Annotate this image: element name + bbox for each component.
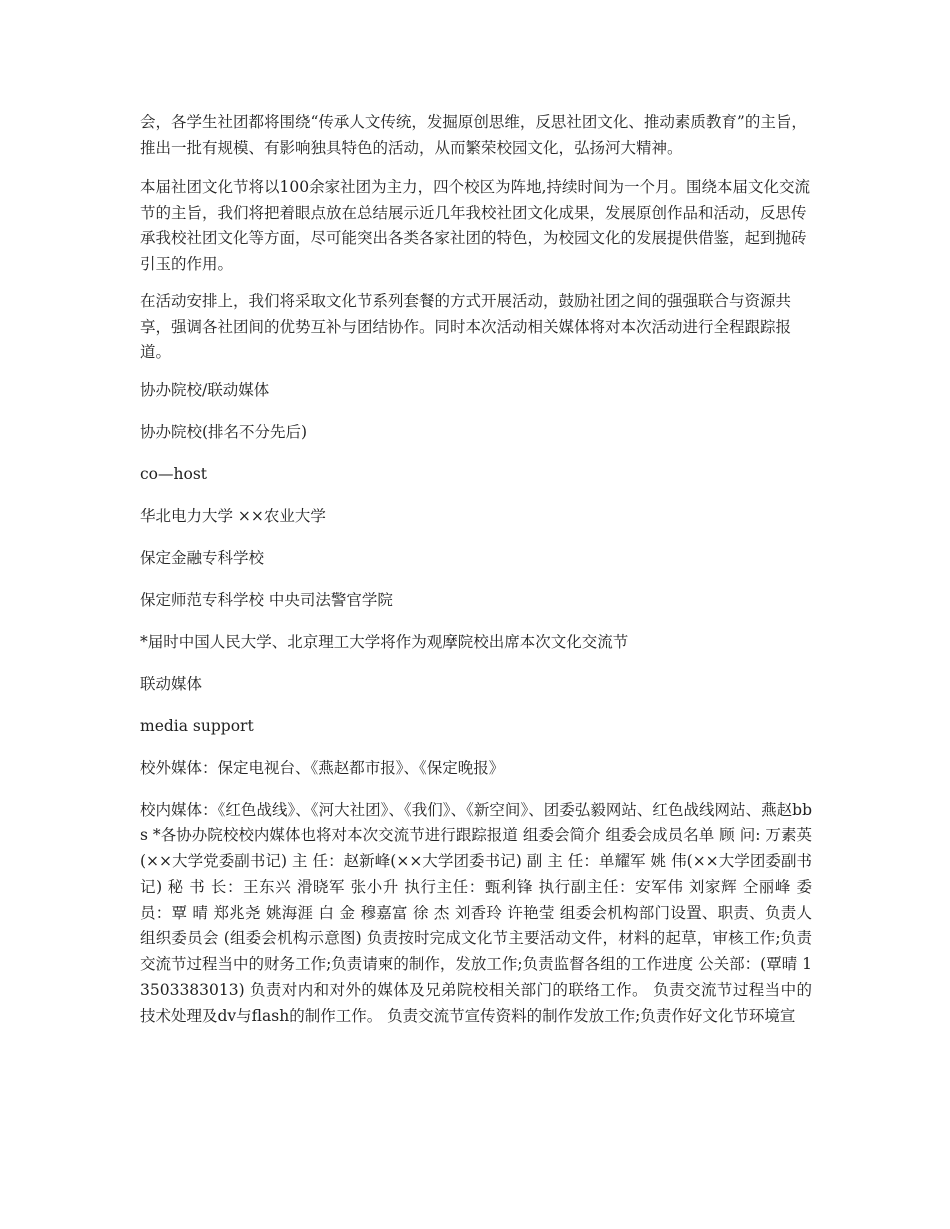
arrangement-paragraph: 在活动安排上，我们将采取文化节系列套餐的方式开展活动，鼓励社团之间的强强联合与资源共享，强调各社团间的优势互补与团结协作。同时本次活动相关媒体将对本次活动进行全程跟踪报道。 [140, 292, 792, 361]
document-page [140, 110, 812, 1042]
observer-note: *届时中国人民大学、北京理工大学将作为观摩院校出席本次文化交流节 [140, 632, 629, 651]
school-line-1: 华北电力大学 ××农业大学 [140, 506, 326, 525]
school-line-3: 保定师范专科学校 中央司法警官学院 [140, 590, 393, 609]
co-host-label: co—host [140, 464, 208, 483]
media-support-label: media support [140, 716, 254, 735]
committee-paragraph: 校内媒体：《红色战线》、《河大社团》、《我们》、《新空间》、团委弘毅网站、红色战线网站、燕赵bbs *各协办院校校内媒体也将对本次交流节进行跟踪报道 组委会简介 组委会成员名单 顾 问: 万素英(××大学党委副书记) 主 任：赵新峰(××大学团委书记) 副 主 任：单耀军 姚 伟(××大学团委副书记) 秘 书 长：王东兴 滑晓军 张小升 执行主任：甄利锋 执行副主任：安军伟 刘家辉 仝丽峰 委 员：覃 晴 郑兆尧 姚海涯 白 金 穆嘉富 徐 杰 刘香玲 许艳莹 组委会机构部门设置、职责、负责人 组织委员会 (组委会机构示意图) 负责按时完成文化节主要活动文件，材料的起草，审核工作;负责交流节过程当中的财务工作;负责请柬的制作，发放工作;负责监督各组的工作进度 公关部：(覃晴 13503383013) 负责对内和对外的媒体及兄弟院校相关部门的联络工作。 负责交流节过程当中的技术处理及dv与flash的制作工作。 负责交流节宣传资料的制作发放工作;负责作好文化节环境宣 [140, 800, 812, 1025]
school-line-2: 保定金融专科学校 [140, 548, 265, 567]
co-organizer-subheading: 协办院校(排名不分先后) [140, 422, 308, 441]
external-media-line: 校外媒体：保定电视台、《燕赵都市报》、《保定晚报》 [140, 758, 505, 777]
intro-paragraph: 会，各学生社团都将围绕“传承人文传统，发掘原创思维，反思社团文化、推动素质教育”的主旨，推出一批有规模、有影响独具特色的活动，从而繁荣校园文化，弘扬河大精神。 [140, 113, 807, 157]
co-organizer-heading: 协办院校/联动媒体 [140, 380, 270, 399]
scope-paragraph: 本届社团文化节将以100余家社团为主力，四个校区为阵地,持续时间为一个月。围绕本届文化交流节的主旨，我们将把着眼点放在总结展示近几年我校社团文化成果，发展原创作品和活动，反思传承我校社团文化等方面，尽可能突出各类各家社团的特色，为校园文化的发展提供借鉴，起到抛砖引玉的作用。 [140, 178, 811, 273]
media-heading: 联动媒体 [140, 674, 203, 693]
